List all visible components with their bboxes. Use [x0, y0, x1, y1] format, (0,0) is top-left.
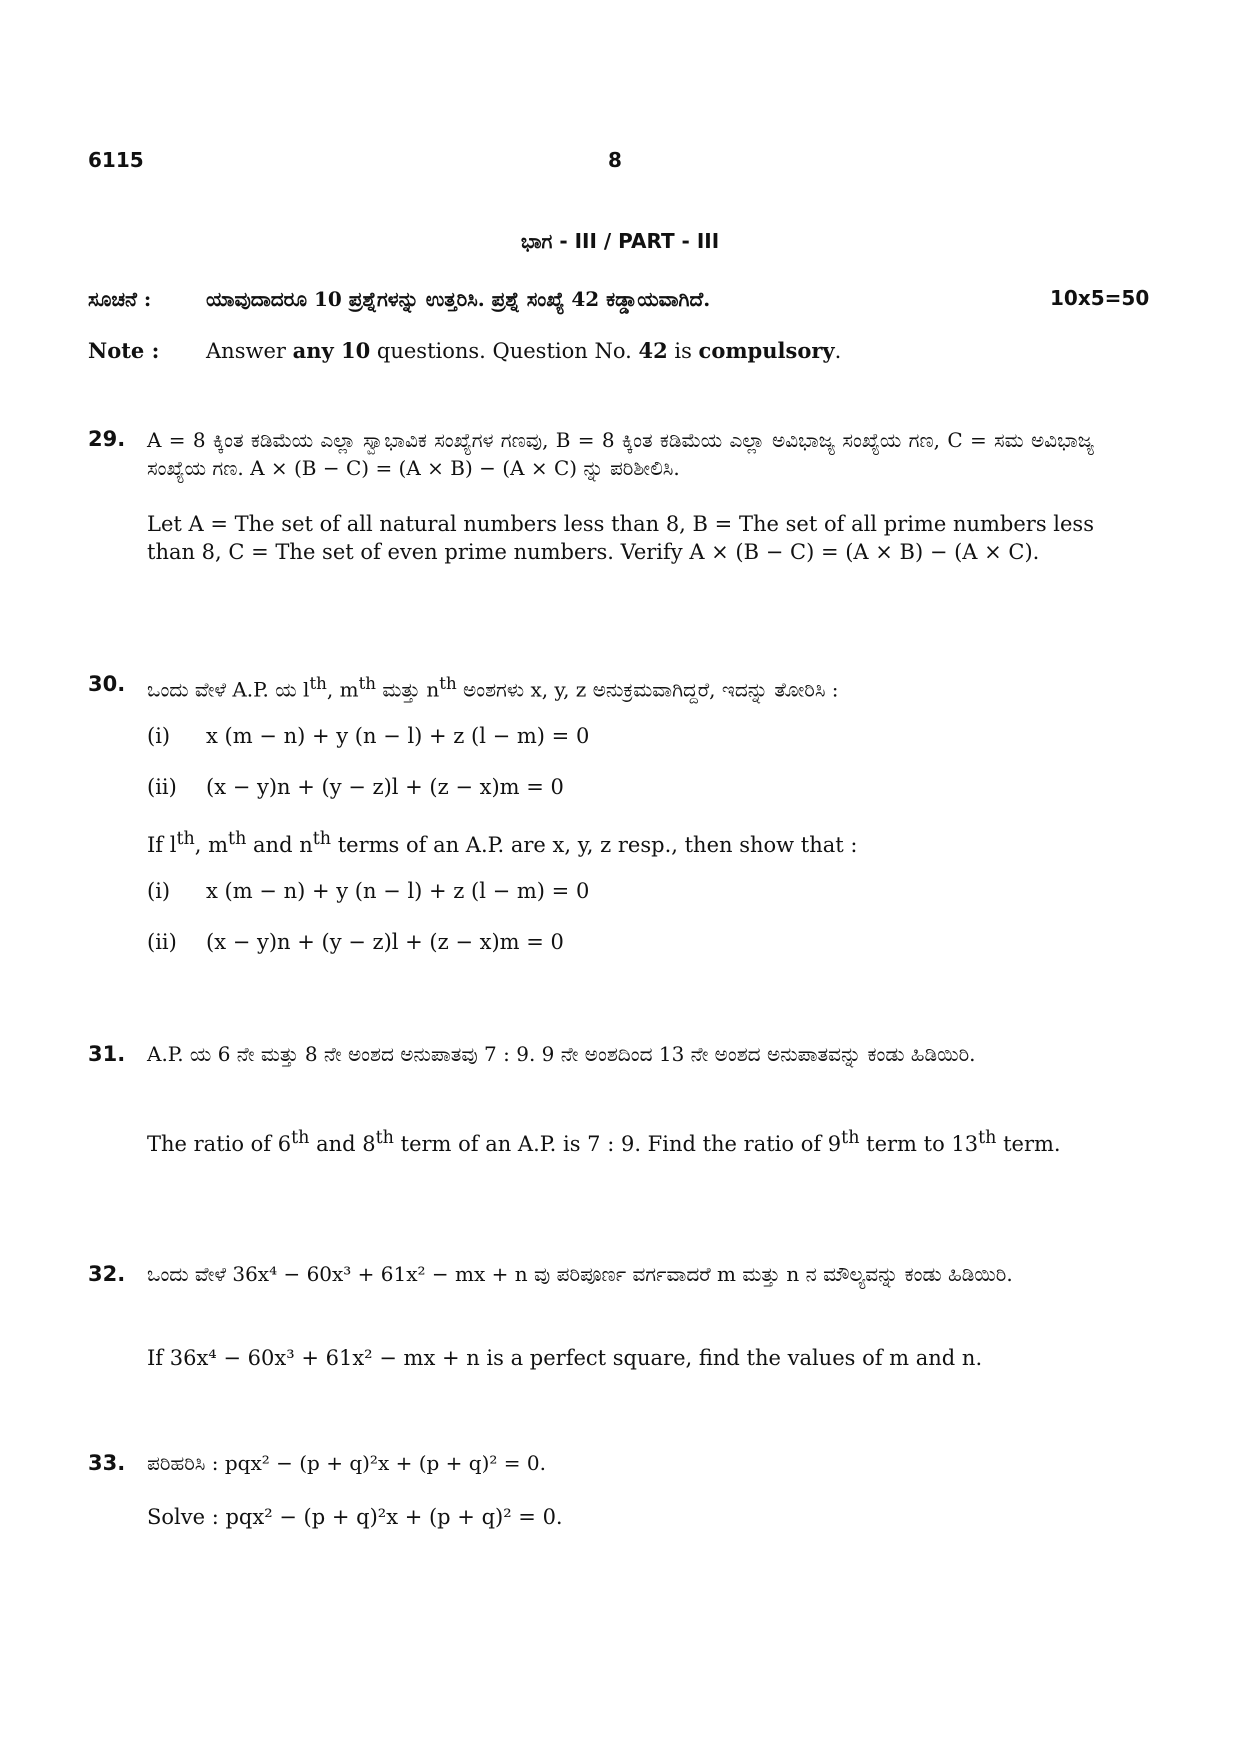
question-32-english: If 36x⁴ − 60x³ + 61x² − mx + n is a perfect square, find the values of m and n. — [147, 1346, 983, 1370]
page-number: 8 — [608, 148, 622, 172]
question-number-33: 33. — [88, 1451, 126, 1475]
question-number-29: 29. — [88, 427, 126, 451]
question-31-english: The ratio of 6th and 8th term of an A.P. is 7 : 9. Find the ratio of 9th term to 13th term. — [147, 1128, 1061, 1156]
question-number-31: 31. — [88, 1042, 126, 1066]
question-30-en-part-ii-label: (ii) — [147, 930, 177, 954]
instruction-label-kannada: ಸೂಚನೆ : — [88, 287, 152, 311]
question-31-kannada: A.P. ಯ 6 ನೇ ಮತ್ತು 8 ನೇ ಅಂಶದ ಅನುಪಾತವು 7 : 9. 9 ನೇ ಅಂಶದಿಂದ 13 ನೇ ಅಂಶದ ಅನುಪಾತವನ್ನು ಕಂಡು ಹಿಡಿಯಿರಿ. — [147, 1042, 976, 1066]
question-30-ka-part-ii-label: (ii) — [147, 775, 177, 799]
question-29-kannada: A = 8 ಕ್ಕಿಂತ ಕಡಿಮೆಯ ಎಲ್ಲಾ ಸ್ವಾಭಾವಿಕ ಸಂಖ್ಯೆಗಳ ಗಣವು, B = 8 ಕ್ಕಿಂತ ಕಡಿಮೆಯ ಎಲ್ಲಾ ಅವಿಭಾಜ್ಯ ಸಂಖ್ಯೆಯ ಗಣ, C = ಸಮ ಅವಿಭಾಜ್ಯ ಸಂಖ್ಯೆಯ ಗಣ. A × (B − C) = (A × B) − (A × C) ನ್ನು ಪರಿಶೀಲಿಸಿ. — [147, 428, 1094, 480]
question-30-ka-part-i: x (m − n) + y (n − l) + z (l − m) = 0 — [206, 724, 590, 748]
question-30-en-part-ii: (x − y)n + (y − z)l + (z − x)m = 0 — [206, 930, 564, 954]
question-30-kannada: ಒಂದು ವೇಳೆ A.P. ಯ $l^{th}$, $m^{th}$ ಮತ್ತು $n^{th}$ ಅಂಶಗಳು x, y, z ಅನುಕ್ರಮವಾಗಿದ್ದರೆ, ಇದನ್ನು ತೋರಿಸಿ : — [147, 674, 839, 702]
question-30-ka-part-i-label: (i) — [147, 724, 171, 748]
note-label: Note : — [88, 338, 160, 363]
question-33-english: Solve : pqx² − (p + q)²x + (p + q)² = 0. — [147, 1505, 563, 1529]
part-title: ಭಾಗ - III / PART - III — [520, 229, 720, 253]
note-text: Answer any 10 questions. Question No. 42 is compulsory. — [206, 338, 842, 363]
question-29-english: Let A = The set of all natural numbers less than 8, B = The set of all prime numbers less than 8, C = The set of even prime numbers. Verify A × (B − C) = (A × B) − (A × C). — [147, 512, 1094, 564]
marks-scheme: 10x5=50 — [1050, 286, 1150, 310]
question-33-kannada: ಪರಿಹರಿಸಿ : pqx² − (p + q)²x + (p + q)² = 0. — [147, 1451, 546, 1475]
question-32-kannada: ಒಂದು ವೇಳೆ 36x⁴ − 60x³ + 61x² − mx + n ವು ಪರಿಪೂರ್ಣ ವರ್ಗವಾದರೆ m ಮತ್ತು n ನ ಮೌಲ್ಯವನ್ನು ಕಂಡು ಹಿಡಿಯಿರಿ. — [147, 1262, 1013, 1286]
paper-code: 6115 — [88, 148, 144, 172]
question-30-english: If $l^{th}$, $m^{th}$ and $n^{th}$ terms of an A.P. are x, y, z resp., then show that : — [147, 829, 858, 857]
question-30-ka-part-ii: (x − y)n + (y − z)l + (z − x)m = 0 — [206, 775, 564, 799]
question-30-en-part-i: x (m − n) + y (n − l) + z (l − m) = 0 — [206, 879, 590, 903]
instruction-text-kannada: ಯಾವುದಾದರೂ 10 ಪ್ರಶ್ನೆಗಳನ್ನು ಉತ್ತರಿಸಿ. ಪ್ರಶ್ನೆ ಸಂಖ್ಯೆ 42 ಕಡ್ಡಾಯವಾಗಿದೆ. — [206, 287, 711, 311]
question-30-en-part-i-label: (i) — [147, 879, 171, 903]
question-number-32: 32. — [88, 1262, 126, 1286]
question-number-30: 30. — [88, 672, 126, 696]
